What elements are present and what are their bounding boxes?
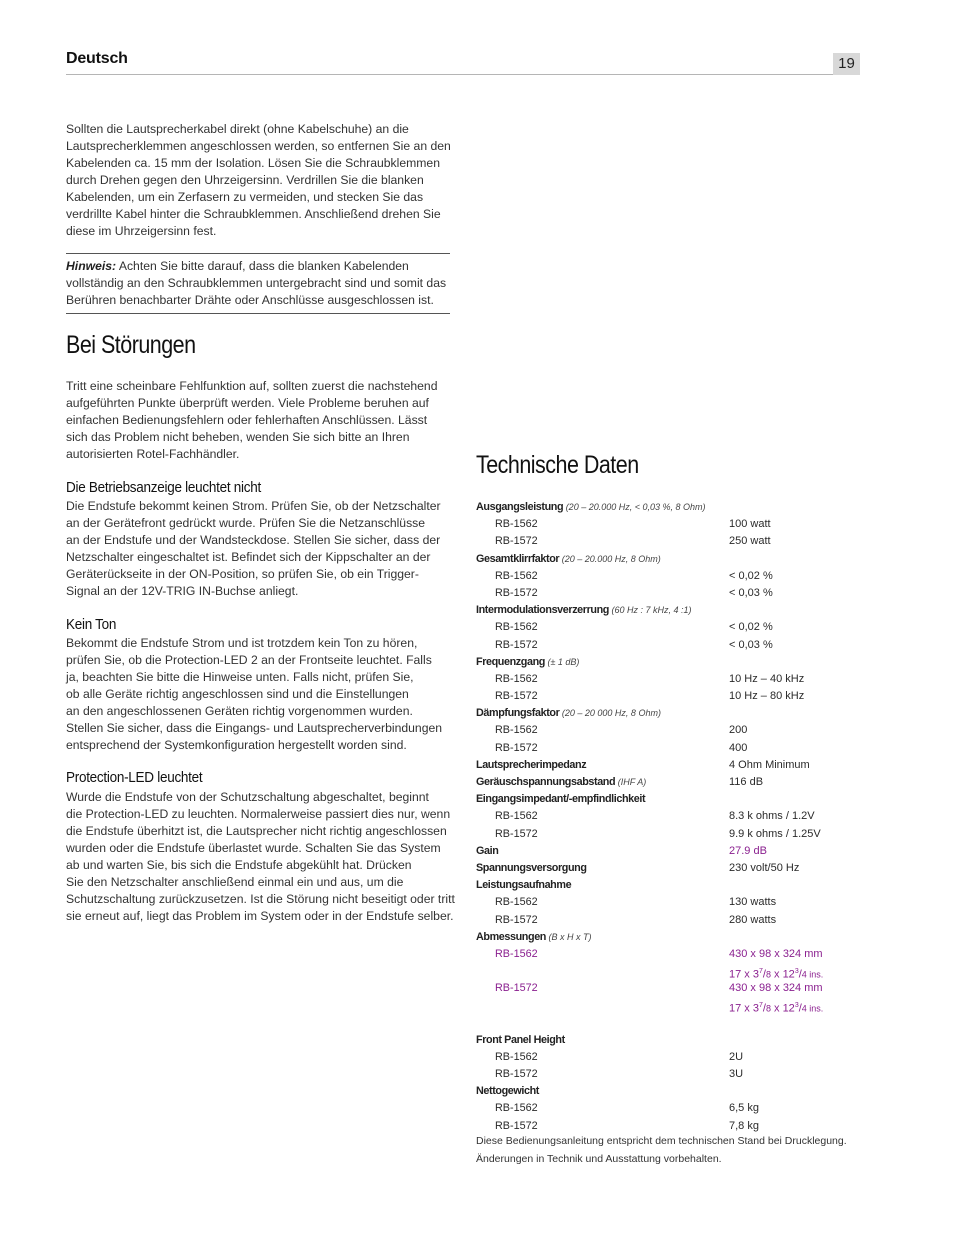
footnote-line: Diese Bedienungsanleitung entspricht dem technischen Stand bei Drucklegung. [476,1135,847,1147]
section-body-protection-led [66,789,456,925]
intro-text [66,121,456,240]
spec-row [476,722,856,739]
spec-value: 430 x 98 x 324 mm [729,947,823,960]
text-line: Die Endstufe bekommt keinen Strom. Prüfen Sie, ob der Netzschalter [66,499,441,513]
section-heading-no-sound: Kein Ton [66,616,117,633]
spec-value: 2U [729,1050,744,1063]
section-text-power-led [66,498,456,600]
specs-table [476,499,856,1135]
spec-row [476,654,856,671]
text-line: verdrillte Kabel hinter die Schraubklemmen. Anschließend drehen Sie [66,207,441,221]
spec-value: 10 Hz – 40 kHz [729,672,805,685]
spec-row [476,1049,856,1066]
text-line: ja, beachten Sie bitte die Hinweise unten. Falls nicht, prüfen Sie, [66,670,414,684]
spec-row [476,826,856,843]
spec-label: Intermodulationsverzerrung (60 Hz : 7 kHz, 4 :1) [476,604,692,617]
spec-label: RB-1572 [495,690,538,703]
spec-row [476,929,856,946]
spec-value: 27.9 dB [729,844,767,857]
spec-value: 100 watt [729,518,771,531]
section-text-no-sound [66,635,456,754]
spec-value: 200 [729,724,748,737]
spec-label: RB-1572 [495,1068,538,1080]
text-line: sie erneut auf, liegt das Problem im System oder in der Endstufe selber. [66,909,454,923]
text-line: ob alle Geräte richtig angeschlossen sind und die Einstellungen [66,687,409,701]
spec-label: Leistungsaufnahme [476,879,572,892]
spec-label: RB-1572 [495,913,538,926]
spec-label: Abmessungen (B x H x T) [476,930,592,943]
spec-label: RB-1562 [495,810,538,823]
hint-rest [66,276,446,307]
spec-value: 6,5 kg [729,1102,759,1115]
spec-value: < 0,03 % [729,638,773,651]
spec-label: Dämpfungsfaktor (20 – 20 000 Hz, 8 Ohm) [476,707,661,720]
spec-value: 9.9 k ohms / 1.25V [729,827,821,840]
spec-row [476,1066,856,1083]
spec-label: RB-1572 [495,741,538,754]
spec-value: < 0,02 % [729,621,773,634]
text-line: aufgeführten Punkte überprüft werden. Viele Probleme beruhen auf [66,396,429,410]
intro-paragraph [66,121,456,240]
spec-label: Spannungsversorgung [476,861,587,874]
spec-label: RB-1572 [495,586,538,599]
spec-row [476,619,856,636]
text-line: Tritt eine scheinbare Fehlfunktion auf, sollten zuerst die nachstehend [66,379,438,393]
text-line: Wurde die Endstufe von der Schutzschaltung abgeschaltet, beginnt [66,790,429,804]
spec-value: 3U [729,1068,744,1080]
text-line: an der Gerätefront gedrückt wurde. Prüfen Sie die Netzanschlüsse [66,516,426,530]
spec-row [476,516,856,533]
spec-label: Eingangsimpedant/-empfindlichkeit [476,793,646,806]
spec-row [476,894,856,911]
spec-label: RB-1562 [495,1050,538,1063]
spec-row [476,774,856,791]
hint-first-line: Achten Sie bitte darauf, dass die blanken Kabelenden [116,259,409,273]
spec-label: RB-1572 [495,638,538,651]
text-line: an der Endstufe und der Wandsteckdose. Stellen Sie sicher, dass der [66,533,441,547]
text-line: Kabelenden, um ein Zerfasern zu vermeiden, und stecken Sie das [66,190,424,204]
text-line: Schutzschaltung zurückzusetzen. Ist die Störung nicht beseitigt oder tritt [66,892,455,906]
section-text-protection-led [66,789,456,925]
spec-value: 4 Ohm Minimum [729,758,810,771]
page-number-badge: 19 [833,53,860,75]
spec-row [476,912,856,929]
spec-value: 17 x $3^7/8$ x $12^3/4$ ins. [729,968,824,981]
text-line: wurden oder die Endstufe überlastet wurde. Schalten Sie das System [66,841,441,855]
specs-title: Technische Daten [476,451,639,479]
section-body-no-sound [66,635,456,754]
spec-value: < 0,03 % [729,586,773,599]
text-line: Berühren benachbarter Drähte oder Anschlüsse ausgeschlossen ist. [66,293,434,307]
text-line: Signal an der 12V-TRIG IN-Buchse anliegt. [66,584,299,598]
spec-label: RB-1562 [495,518,538,531]
spec-row [476,843,856,860]
hint-bottom-rule [66,313,450,314]
section-body-power-led [66,498,456,600]
text-line: Stellen Sie sicher, dass die Eingangs- und Lautsprecherverbindungen [66,721,443,735]
spec-label: Gain [476,844,499,857]
hint-top-rule [66,253,450,254]
hint-text [66,258,456,309]
spec-row [476,791,856,808]
spec-label: RB-1572 [495,535,538,548]
spec-label: RB-1562 [495,1102,538,1115]
spec-value: 130 watts [729,896,777,909]
spec-label: RB-1572 [495,827,538,840]
spec-row [476,946,856,963]
spec-label: RB-1562 [495,896,538,909]
spec-row [476,568,856,585]
specs-footnote [476,1132,847,1168]
spec-label: Gesamtklirrfaktor (20 – 20.000 Hz, 8 Ohm) [476,552,661,565]
text-line: an den angeschlossenen Geräten richtig vorgenommen wurden. [66,704,413,718]
text-line: Geräterückseite in der ON-Position, so prüfen Sie, ob ein Trigger- [66,567,419,581]
spec-row [476,1015,856,1032]
hint-box [66,258,456,309]
section-language-label: Deutsch [66,50,128,67]
text-line: Netzschalter eingeschaltet ist. Befindet sich der Kippschalter an der [66,550,431,564]
spec-row [476,1100,856,1117]
spec-row [476,499,856,516]
text-line: einfachen Bedienungsfehlern oder fehlerhaften Anschlüssen. Lässt [66,413,428,427]
text-line: die Endstufe überhitzt ist, die Lautsprecher nicht richtig angeschlossen [66,824,447,838]
text-line: Lautsprecherklemmen angeschlossen werden, so entfernen Sie an den [66,139,451,153]
text-line: durch Drehen gegen den Uhrzeigersinn. Verdrillen Sie die blanken [66,173,424,187]
spec-value: 7,8 kg [729,1119,759,1132]
spec-label: RB-1572 [495,982,538,995]
footnote-line: Änderungen in Technik und Ausstattung vorbehalten. [476,1153,722,1165]
spec-value: 280 watts [729,913,777,926]
text-line: Kabelenden ca. 15 mm der Isolation. Lösen Sie die Schraubklemmen [66,156,440,170]
spec-row [476,1032,856,1049]
spec-row [476,602,856,619]
spec-row [476,757,856,774]
spec-value: 230 volt/50 Hz [729,861,800,874]
troubleshooting-intro-text [66,378,456,463]
spec-row [476,705,856,722]
spec-value: 116 dB [729,776,764,788]
spec-label: Lautsprecherimpedanz [476,758,587,771]
text-line: diese im Uhrzeigersinn fest. [66,224,217,238]
spec-row [476,688,856,705]
spec-row [476,963,856,980]
text-line: vollständig an den Schraubklemmen untergebracht sind und somit das [66,276,447,290]
spec-value: < 0,02 % [729,569,773,582]
spec-row [476,1083,856,1100]
spec-value: 17 x $3^7/8$ x $12^3/4$ ins. [729,1002,824,1016]
spec-label: Front Panel Height [476,1033,565,1046]
section-heading-protection-led: Protection-LED leuchtet [66,769,203,786]
spec-label: RB-1562 [495,569,538,582]
spec-row [476,585,856,602]
spec-label: Nettogewicht [476,1085,539,1098]
spec-row [476,997,856,1014]
spec-label: RB-1562 [495,947,538,960]
spec-label: RB-1562 [495,672,538,685]
text-line: autorisierten Rotel-Fachhändler. [66,447,240,461]
header-divider [66,74,860,75]
spec-value: 430 x 98 x 324 mm [729,982,823,995]
spec-value: 400 [729,741,748,754]
spec-label: RB-1572 [495,1119,538,1132]
text-line: entsprechend der Systemkonfiguration hergestellt worden sind. [66,738,407,752]
text-line: sich das Problem nicht beheben, wenden Sie sich bitte an Ihren [66,430,410,444]
text-line: Sollten die Lautsprecherkabel direkt (ohne Kabelschuhe) an die [66,122,409,136]
spec-value: 8.3 k ohms / 1.2V [729,810,815,823]
hint-label: Hinweis: [66,259,117,273]
spec-row [476,808,856,825]
text-line: Sie den Netzschalter anschließend einmal ein und aus, um die [66,875,404,889]
spec-row [476,980,856,997]
spec-row [476,740,856,757]
spec-value: 10 Hz – 80 kHz [729,690,805,703]
spec-row [476,671,856,688]
troubleshooting-intro [66,378,456,463]
spec-label: Geräuschspannungsabstand (IHF A) [476,776,647,788]
troubleshooting-title: Bei Störungen [66,331,196,359]
spec-row [476,860,856,877]
spec-row [476,551,856,568]
text-line: ab und warten Sie, bis sich die Endstufe abgekühlt hat. Drücken [66,858,412,872]
section-heading-power-led: Die Betriebsanzeige leuchtet nicht [66,479,261,496]
spec-label: Frequenzgang (± 1 dB) [476,655,580,668]
spec-label: RB-1562 [495,724,538,737]
text-line: die Protection-LED zu leuchten. Normalerweise passiert dies nur, wenn [66,807,451,821]
spec-row [476,533,856,550]
spec-value: 250 watt [729,535,771,548]
spec-label: RB-1562 [495,621,538,634]
spec-label: Ausgangsleistung (20 – 20.000 Hz, < 0,03 %, 8 Ohm) [476,501,706,513]
text-line: Bekommt die Endstufe Strom und ist trotzdem kein Ton zu hören, [66,636,418,650]
spec-row [476,637,856,654]
text-line: prüfen Sie, ob die Protection-LED 2 an der Frontseite leuchtet. Falls [66,653,432,667]
spec-row [476,877,856,894]
